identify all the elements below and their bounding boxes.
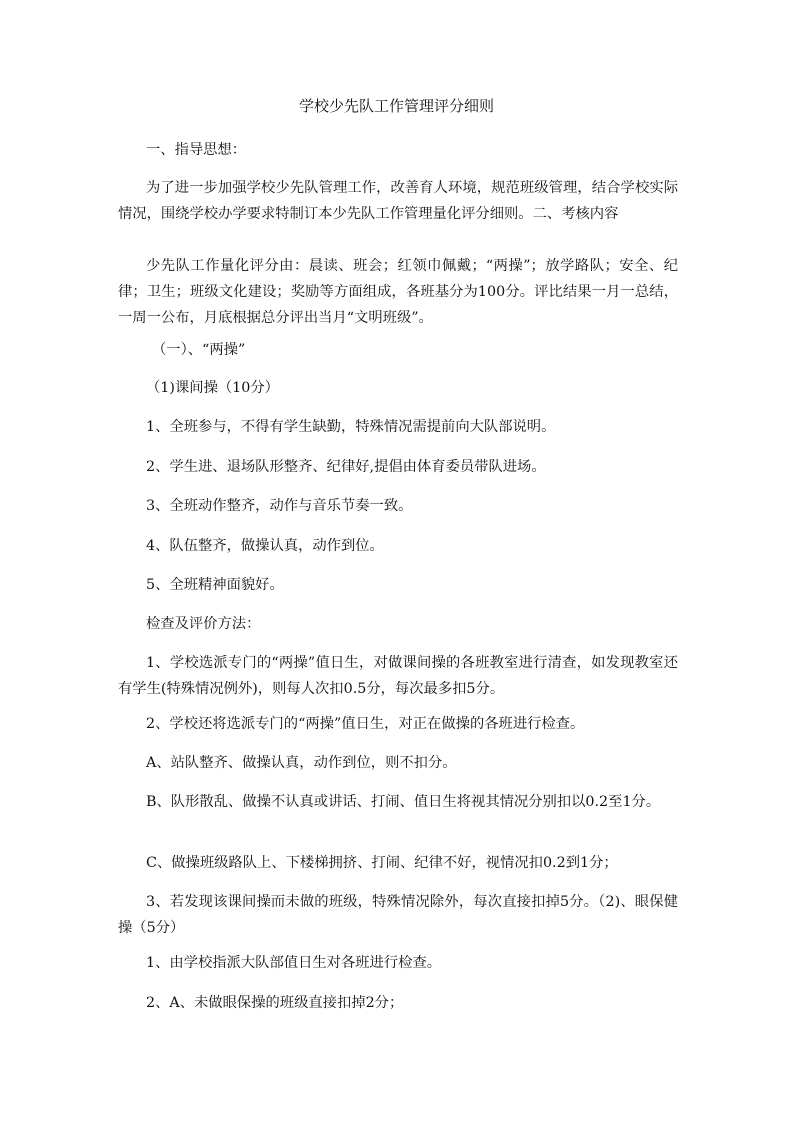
list-item: 3、全班动作整齐，动作与音乐节奏一致。: [146, 498, 413, 514]
list-item: 2、学校还将选派专门的“两操”值日生，对正在做操的各班进行检查。: [146, 716, 585, 732]
paragraph-purpose: 为了进一步加强学校少先队管理工作，改善育人环境，规范班级管理，结合学校实际情况，围绕学校办学要求特制订本少先队工作管理量化评分细则。二、考核内容: [118, 180, 678, 222]
list-item: 2、A、未做眼保操的班级直接扣掉2分；: [146, 995, 404, 1011]
list-item: 3、若发现该课间操而未做的班级，特殊情况除外，每次直接扣掉5分。（2)、眼保健操（5分）: [118, 894, 678, 936]
list-item: C、做操班级路队上、下楼梯拥挤、打闹、纪律不好，视情况扣0.2到1分；: [146, 855, 618, 871]
list-item: 5、全班精神面貌好。: [146, 577, 284, 593]
list-item: 4、队伍整齐，做操认真，动作到位。: [146, 538, 384, 554]
list-item: 1、由学校指派大队部值日生对各班进行检查。: [146, 955, 442, 971]
list-item: 1、全班参与，不得有学生缺勤，特殊情况需提前向大队部说明。: [146, 419, 556, 435]
document-title: 学校少先队工作管理评分细则: [298, 97, 494, 115]
list-item: A、站队整齐、做操认真，动作到位，则不扣分。: [146, 755, 457, 771]
list-item: 1、学校选派专门的“两操”值日生，对做课间操的各班教室进行清查，如发现教室还有学生(特殊情况例外)，则每人次扣0.5分，每次最多扣5分。: [118, 655, 678, 697]
paragraph-inspection-method-heading: 检查及评价方法：: [146, 616, 261, 632]
list-item: B、队形散乱、做操不认真或讲话、打闹、值日生将视其情况分别扣以0.2至1分。: [146, 794, 661, 810]
item-heading-break-exercise: （1)课间操（10分）: [146, 380, 279, 396]
subsection-heading-two-exercises: （一）、“两操”: [152, 342, 246, 358]
list-item: 2、学生进、退场队形整齐、纪律好,提倡由体育委员带队进场。: [146, 459, 546, 475]
paragraph-scoring-composition: 少先队工作量化评分由：晨读、班会；红领巾佩戴；“两操”；放学路队；安全、纪律；卫生；班级文化建设；奖励等方面组成，各班基分为100分。评比结果一月一总结，一周一公布，月底根据总分评出当月“文明班级”。: [118, 258, 678, 326]
section-heading-guiding-thought: 一、指导思想：: [146, 142, 247, 158]
